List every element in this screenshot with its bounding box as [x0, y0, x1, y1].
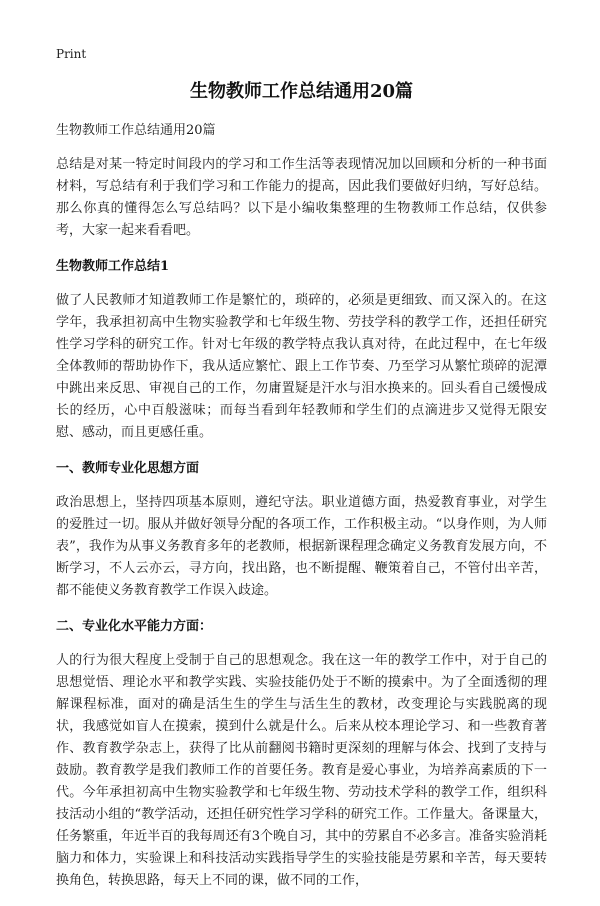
section-heading-professional-ability: 二、专业化水平能力方面： [56, 619, 213, 634]
section-paragraph-professional-ability: 人的行为很大程度上受制于自己的思想观念。我在这一年的教学工作中，对于自己的思想觉悟、理论水平和教学实践、实验技能仍处于不断的摸索中。为了全面透彻的理解课程标准，面对的确是活生生的学生与活生生的教材，改变理论与实践脱离的现状，我感觉如盲人在摸索，摸到什么就是什么。后来从校本理论学习、和一些教育著作、教育教学杂志上，获得了比从前翻阅书籍时更深刻的理解与体会、找到了支持与鼓励。教育教学是我们教师工作的首要任务。教育是爱心事业，为培养高素质的下一代。今年承担初高中生物实验教学和七年级生物、劳动技术学科的教学工作，组织科技活动小组的“教学活动，还担任研究性学习学科的研究工作。工作量大。备课量大，任务繁重，年近半百的我每周还有3个晚自习，其中的劳累自不必多言。准备实验消耗脑力和体力，实验课上和科技活动实践指导学生的实验技能是劳累和辛苦，每天要转换角色，转换思路，每天上不同的课，做不同的工作， [56, 653, 547, 888]
section-heading-summary-1: 生物教师工作总结1 [56, 259, 170, 274]
document-body [56, 120, 547, 906]
section-heading-professional-thought: 一、教师专业化思想方面 [56, 461, 200, 476]
document-subtitle: 生物教师工作总结通用20篇 [56, 123, 216, 138]
section-paragraph-professional-thought: 政治思想上，坚持四项基本原则，遵纪守法。职业道德方面，热爱教育事业，对学生的爱胜过一切。服从并做好领导分配的各项工作，工作积极主动。“以身作则，为人师表”，我作为从事义务教育多年的老教师，根据新课程理念确定义务教育发展方向，不断学习，不人云亦云，寻方向，找出路，也不断提醒、鞭策着自己，不管付出辛苦，都不能使义务教育教学工作误入歧途。 [56, 495, 547, 598]
section-paragraph-summary-1: 做了人民教师才知道教师工作是繁忙的，琐碎的，必须是更细致、而又深入的。在这学年，我承担初高中生物实验教学和七年级生物、劳技学科的教学工作，还担任研究性学习学科的研究工作。针对七年级的教学特点我认真对待，在此过程中，在七年级全体教师的帮助协作下，我从适应繁忙、跟上工作节奏、乃至学习从繁忙琐碎的泥潭中跳出来反思、审视自己的工作，勿庸置疑是汗水与泪水换来的。回头看自己缓慢成长的经历，心中百般滋味；而每当看到年轻教师和学生们的点滴进步又觉得无限安慰、感动，而且更感任重。 [56, 293, 547, 440]
intro-paragraph: 总结是对某一特定时间段内的学习和工作生活等表现情况加以回顾和分析的一种书面材料，写总结有利于我们学习和工作能力的提高，因此我们要做好归纳，写好总结。那么你真的懂得怎么写总结吗？以下是小编收集整理的生物教师工作总结，仅供参考，大家一起来看看吧。 [56, 157, 547, 238]
print-label: Print [56, 47, 87, 61]
document-title: 生物教师工作总结通用20篇 [189, 81, 414, 102]
